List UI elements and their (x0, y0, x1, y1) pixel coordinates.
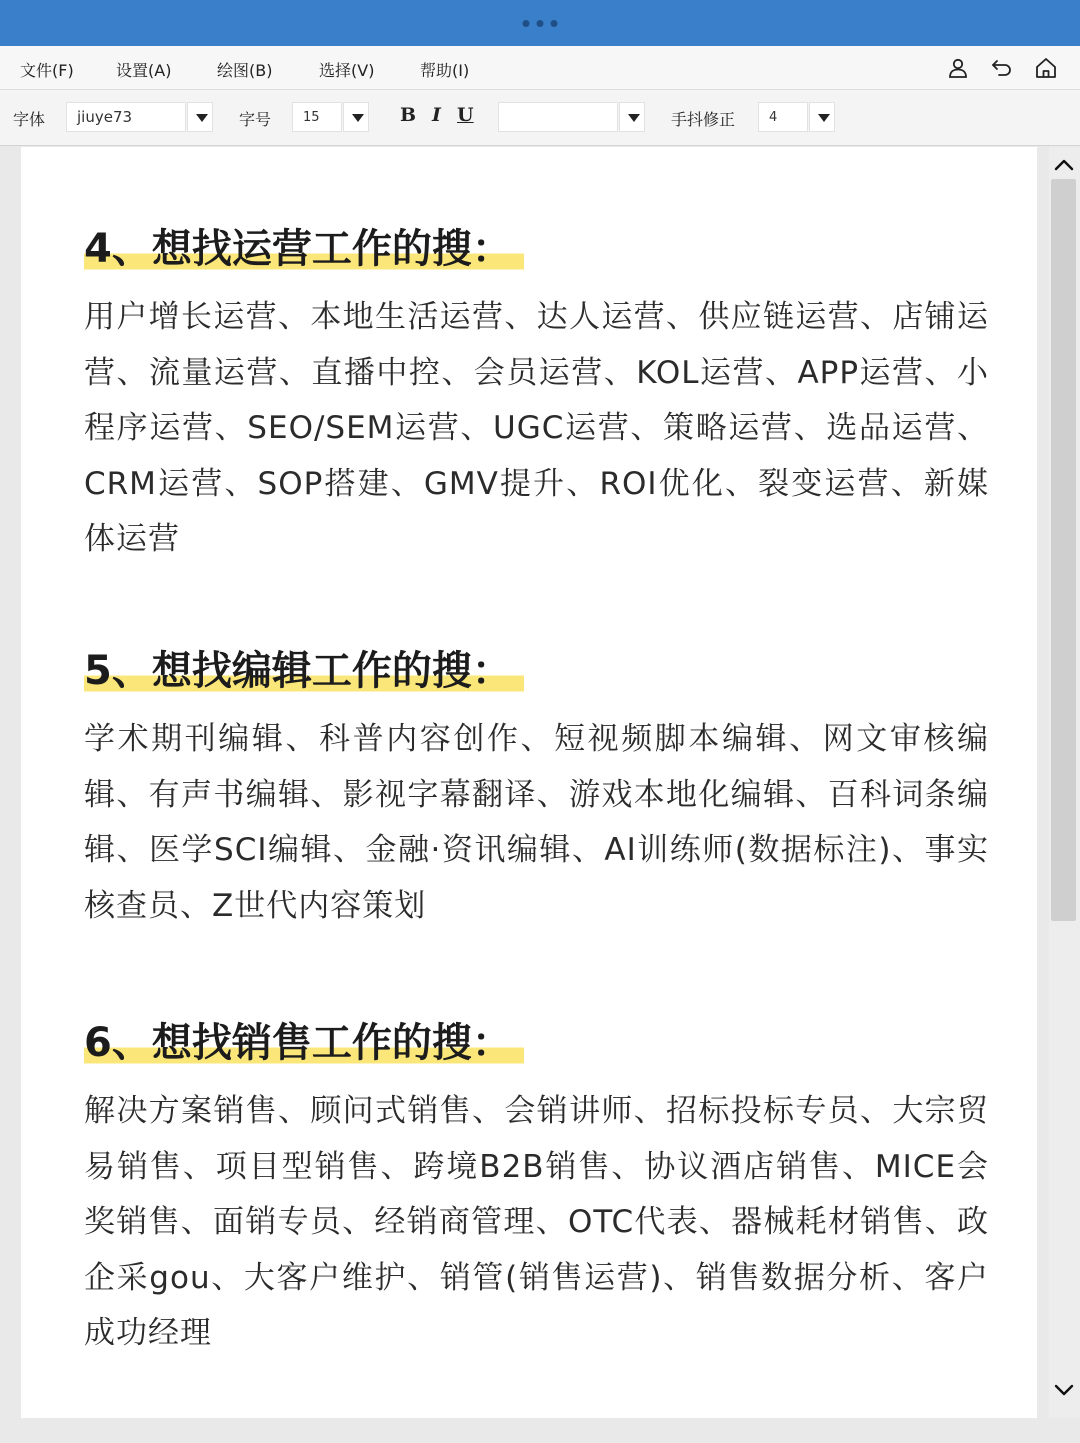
size-dropdown-icon[interactable] (343, 102, 369, 132)
style-dropdown-icon[interactable] (619, 102, 645, 132)
scrollbar-thumb[interactable] (1051, 179, 1076, 921)
underline-button[interactable]: U (457, 104, 474, 126)
home-icon[interactable] (1034, 56, 1058, 80)
menu-help[interactable]: 帮助(I) (420, 61, 470, 80)
dot-icon (551, 20, 558, 27)
shake-correction-label: 手抖修正 (671, 110, 736, 129)
section-sales (84, 1011, 989, 1362)
size-select[interactable]: 15 (292, 102, 342, 132)
window-dots[interactable] (523, 20, 558, 27)
section-heading: 4、想找运营工作的搜： (84, 217, 524, 274)
dot-icon (523, 20, 530, 27)
menu-settings[interactable]: 设置(A) (116, 61, 172, 80)
undo-icon[interactable] (990, 56, 1014, 80)
menu-file[interactable]: 文件(F) (20, 61, 74, 80)
section-editing (84, 639, 989, 934)
document-page[interactable] (21, 147, 1037, 1418)
size-label: 字号 (239, 110, 272, 129)
user-icon[interactable] (946, 56, 970, 80)
menu-draw[interactable]: 绘图(B) (217, 61, 273, 80)
section-body: 解决方案销售、顾问式销售、会销讲师、招标投标专员、大宗贸易销售、项目型销售、跨境B2B销售、协议酒店销售、MICE会奖销售、面销专员、经销商管理、OTC代表、器械耗材销售、政企采gou、大客户维护、销管(销售运营)、销售数据分析、客户成功经理 (84, 1093, 989, 1351)
vertical-scrollbar[interactable] (1049, 147, 1080, 1418)
section-heading: 5、想找编辑工作的搜： (84, 639, 524, 696)
menu-select[interactable]: 选择(V) (319, 61, 375, 80)
style-select[interactable] (498, 102, 618, 132)
section-body: 学术期刊编辑、科普内容创作、短视频脚本编辑、网文审核编辑、有声书编辑、影视字幕翻译、游戏本地化编辑、百科词条编辑、医学SCI编辑、金融·资讯编辑、AI训练师(数据标注)、事实核查员、Z世代内容策划 (84, 721, 989, 924)
title-bar (0, 0, 1080, 46)
bold-button[interactable]: B (400, 104, 417, 126)
menu-bar (0, 46, 1080, 90)
font-dropdown-icon[interactable] (187, 102, 213, 132)
format-toolbar (0, 90, 1080, 146)
section-operations (84, 217, 989, 568)
scroll-down-icon[interactable] (1053, 1380, 1075, 1400)
font-select[interactable]: jiuye73 (66, 102, 186, 132)
section-body: 用户增长运营、本地生活运营、达人运营、供应链运营、店铺运营、流量运营、直播中控、会员运营、KOL运营、APP运营、小程序运营、SEO/SEM运营、UGC运营、策略运营、选品运营、CRM运营、SOP搭建、GMV提升、ROI优化、裂变运营、新媒体运营 (84, 299, 989, 557)
italic-button[interactable]: I (432, 104, 441, 126)
shake-dropdown-icon[interactable] (809, 102, 835, 132)
section-heading: 6、想找销售工作的搜： (84, 1011, 524, 1068)
font-label: 字体 (13, 110, 46, 129)
shake-correction-select[interactable]: 4 (758, 102, 808, 132)
dot-icon (537, 20, 544, 27)
scroll-up-icon[interactable] (1053, 155, 1075, 175)
